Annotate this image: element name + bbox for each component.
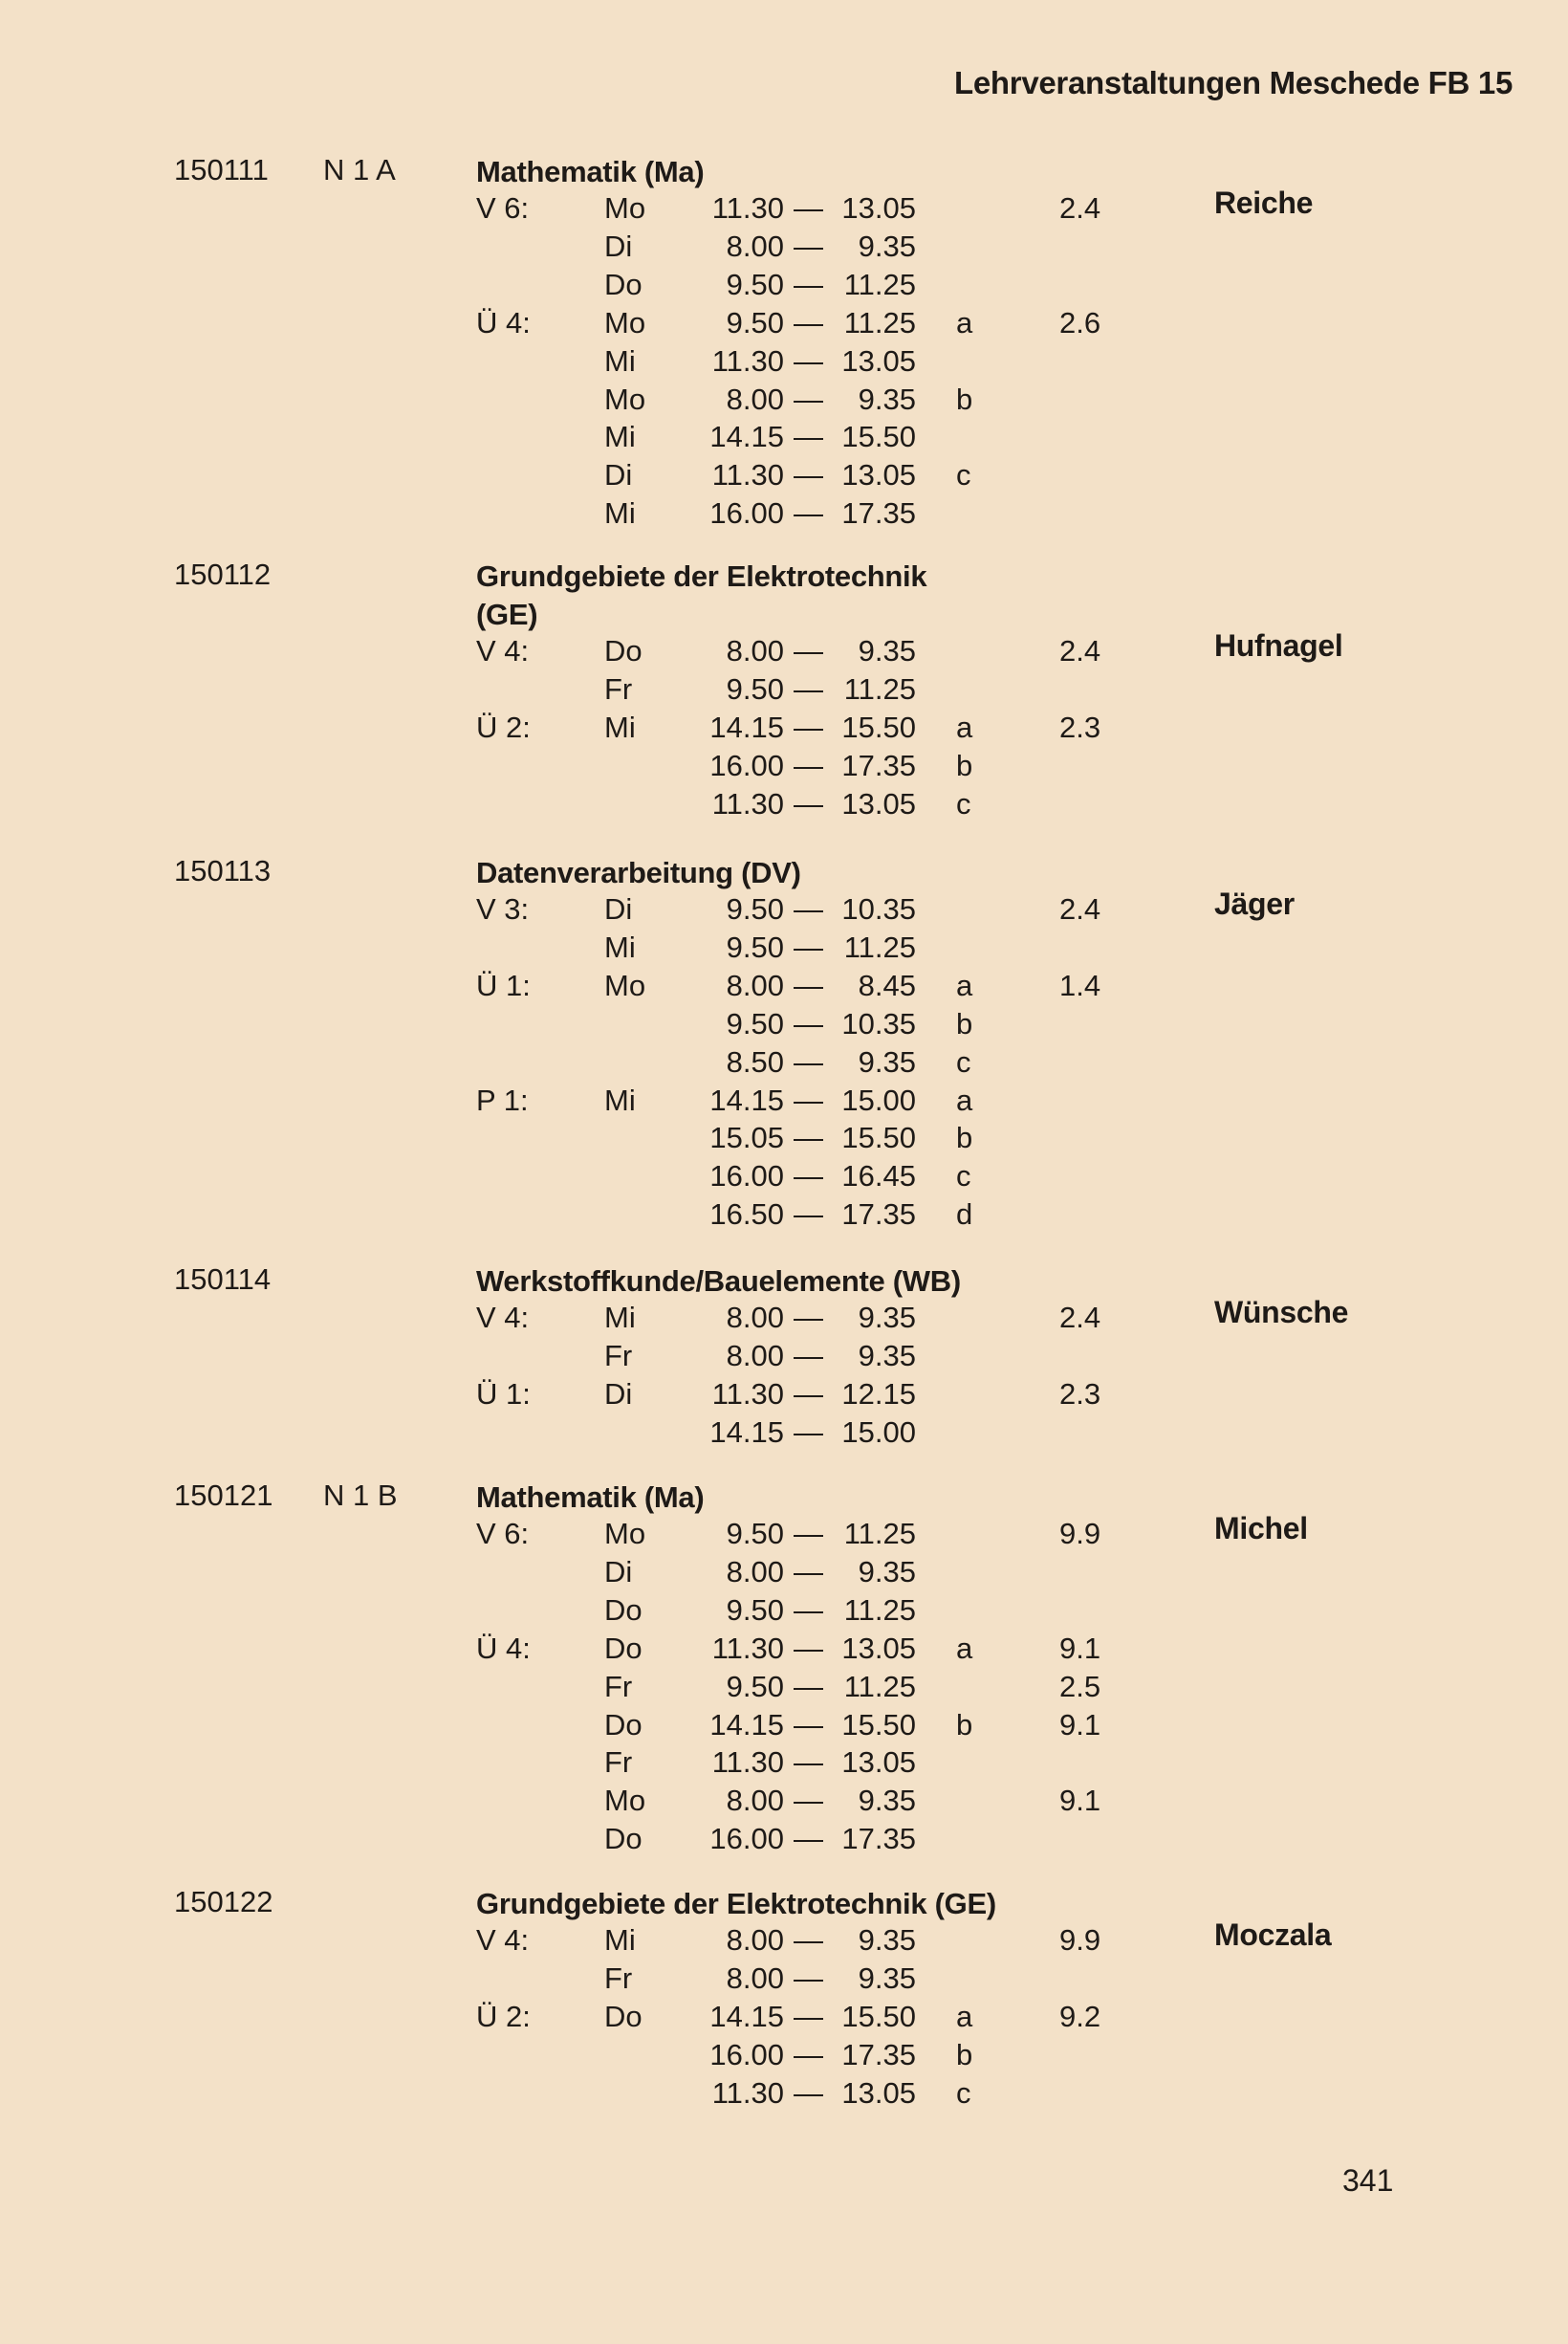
schedule-day: Do bbox=[604, 267, 642, 301]
schedule-end: 9.35 bbox=[858, 1301, 916, 1334]
course-title: Grundgebiete der Elektrotechnik (GE) bbox=[476, 559, 927, 631]
lecturer-name: Jäger bbox=[1214, 887, 1295, 921]
schedule-start: 11.30 bbox=[711, 1376, 784, 1411]
schedule-start: 8.00 bbox=[726, 229, 784, 263]
schedule-start: 16.00 bbox=[709, 748, 784, 782]
schedule-room: 2.4 bbox=[1059, 892, 1101, 926]
schedule-end: 15.50 bbox=[841, 420, 916, 454]
schedule-start: 8.00 bbox=[726, 1961, 784, 1995]
schedule-start: 14.15 bbox=[709, 1999, 784, 2033]
schedule-day: Do bbox=[604, 634, 642, 668]
schedule-start: 9.50 bbox=[726, 1592, 784, 1627]
schedule-dash: — bbox=[794, 1631, 823, 1665]
schedule-grp: b bbox=[956, 748, 973, 782]
schedule-end: 15.50 bbox=[841, 1121, 916, 1155]
schedule-end: 11.25 bbox=[843, 1517, 916, 1550]
schedule-start: 14.15 bbox=[709, 710, 784, 744]
course-title: Werkstoffkunde/Bauelemente (WB) bbox=[476, 1264, 961, 1298]
schedule-row bbox=[0, 1593, 1568, 1632]
schedule-row bbox=[0, 230, 1568, 268]
schedule-end: 12.15 bbox=[841, 1376, 916, 1411]
course-title: Grundgebiete der Elektrotechnik (GE) bbox=[476, 1887, 996, 1920]
schedule-row bbox=[0, 931, 1568, 969]
schedule-row bbox=[0, 2038, 1568, 2076]
schedule-grp: c bbox=[956, 1159, 971, 1194]
schedule-dash: — bbox=[794, 671, 823, 706]
schedule-dash: — bbox=[794, 2075, 823, 2110]
schedule-day: Do bbox=[604, 1592, 642, 1627]
schedule-start: 9.50 bbox=[726, 267, 784, 301]
schedule-start: 14.15 bbox=[709, 1414, 784, 1449]
schedule-grp: b bbox=[956, 382, 973, 416]
schedule-day: Fr bbox=[604, 1669, 633, 1703]
schedule-start: 15.05 bbox=[709, 1121, 784, 1155]
schedule-start: 11.30 bbox=[711, 1745, 784, 1780]
schedule-day: Mi bbox=[604, 930, 636, 964]
schedule-dash: — bbox=[794, 382, 823, 416]
schedule-end: 13.05 bbox=[841, 343, 916, 378]
schedule-end: 15.00 bbox=[841, 1414, 916, 1449]
schedule-day: Mi bbox=[604, 1301, 636, 1334]
schedule-row bbox=[0, 1745, 1568, 1784]
schedule-dash: — bbox=[794, 1784, 823, 1818]
schedule-dash: — bbox=[794, 1338, 823, 1372]
schedule-type: Ü 4: bbox=[476, 305, 531, 340]
schedule-row bbox=[0, 268, 1568, 306]
schedule-day: Di bbox=[604, 1554, 633, 1588]
schedule-day: Do bbox=[604, 1822, 642, 1856]
schedule-end: 9.35 bbox=[858, 1923, 916, 1957]
schedule-row bbox=[0, 306, 1568, 344]
schedule-dash: — bbox=[794, 1044, 823, 1079]
schedule-row bbox=[0, 1670, 1568, 1708]
schedule-end: 17.35 bbox=[841, 2037, 916, 2071]
schedule-start: 8.00 bbox=[726, 382, 784, 416]
schedule-row bbox=[0, 496, 1568, 535]
schedule-dash: — bbox=[794, 1301, 823, 1334]
course-title: Mathematik (Ma) bbox=[476, 155, 705, 188]
schedule-start: 9.50 bbox=[726, 305, 784, 340]
schedule-start: 9.50 bbox=[726, 1669, 784, 1703]
schedule-start: 11.30 bbox=[711, 786, 784, 821]
schedule-row bbox=[0, 1517, 1568, 1555]
schedule-end: 9.35 bbox=[858, 1338, 916, 1372]
schedule-room: 1.4 bbox=[1059, 968, 1101, 1002]
schedule-end: 11.25 bbox=[843, 671, 916, 706]
schedule-dash: — bbox=[794, 1376, 823, 1411]
course-id: 150111 bbox=[174, 153, 269, 186]
schedule-row bbox=[0, 1159, 1568, 1197]
schedule-row bbox=[0, 1632, 1568, 1670]
schedule-end: 13.05 bbox=[841, 191, 916, 225]
schedule-dash: — bbox=[794, 1999, 823, 2033]
course-title: Mathematik (Ma) bbox=[476, 1480, 705, 1514]
course-group: N 1 A bbox=[323, 153, 396, 186]
schedule-row bbox=[0, 634, 1568, 672]
schedule-type: Ü 4: bbox=[476, 1631, 531, 1665]
schedule-grp: b bbox=[956, 1707, 973, 1742]
lecturer-name: Wünsche bbox=[1214, 1295, 1349, 1329]
schedule-type: V 4: bbox=[476, 1301, 530, 1334]
schedule-day: Fr bbox=[604, 1961, 633, 1995]
schedule-room: 2.3 bbox=[1059, 710, 1101, 744]
schedule-end: 11.25 bbox=[843, 1669, 916, 1703]
schedule-end: 11.25 bbox=[843, 1592, 916, 1627]
schedule-row bbox=[0, 1415, 1568, 1454]
course-title: Datenverarbeitung (DV) bbox=[476, 856, 801, 889]
schedule-row bbox=[0, 1007, 1568, 1045]
schedule-row bbox=[0, 787, 1568, 825]
schedule-dash: — bbox=[794, 1669, 823, 1703]
schedule-day: Di bbox=[604, 892, 633, 926]
schedule-room: 9.9 bbox=[1059, 1923, 1101, 1957]
schedule-type: V 6: bbox=[476, 191, 530, 225]
schedule-dash: — bbox=[794, 786, 823, 821]
schedule-day: Mi bbox=[604, 1923, 636, 1957]
schedule-row bbox=[0, 672, 1568, 711]
course-id: 150121 bbox=[174, 1479, 273, 1512]
schedule-row bbox=[0, 1923, 1568, 1961]
schedule-row bbox=[0, 1197, 1568, 1236]
schedule-day: Mo bbox=[604, 305, 646, 340]
schedule-row bbox=[0, 749, 1568, 787]
schedule-start: 11.30 bbox=[711, 458, 784, 493]
lecturer-name: Hufnagel bbox=[1214, 628, 1343, 663]
schedule-grp: b bbox=[956, 1006, 973, 1041]
schedule-type: V 4: bbox=[476, 634, 530, 668]
schedule-end: 15.50 bbox=[841, 710, 916, 744]
schedule-end: 15.50 bbox=[841, 1999, 916, 2033]
schedule-dash: — bbox=[794, 267, 823, 301]
schedule-grp: a bbox=[956, 1631, 973, 1665]
schedule-start: 9.50 bbox=[726, 1517, 784, 1550]
schedule-dash: — bbox=[794, 1414, 823, 1449]
schedule-day: Mi bbox=[604, 710, 636, 744]
schedule-dash: — bbox=[794, 229, 823, 263]
schedule-room: 2.5 bbox=[1059, 1669, 1101, 1703]
schedule-dash: — bbox=[794, 1745, 823, 1780]
schedule-grp: c bbox=[956, 2075, 971, 2110]
schedule-row bbox=[0, 2000, 1568, 2038]
schedule-start: 16.50 bbox=[709, 1197, 784, 1232]
schedule-day: Fr bbox=[604, 1745, 633, 1780]
schedule-room: 9.1 bbox=[1059, 1784, 1101, 1818]
schedule-day: Mo bbox=[604, 1784, 646, 1818]
schedule-type: Ü 2: bbox=[476, 1999, 531, 2033]
schedule-end: 10.35 bbox=[841, 1006, 916, 1041]
schedule-dash: — bbox=[794, 1083, 823, 1117]
schedule-dash: — bbox=[794, 930, 823, 964]
schedule-row bbox=[0, 1961, 1568, 2000]
schedule-row bbox=[0, 969, 1568, 1007]
lecturer-name: Michel bbox=[1214, 1511, 1308, 1545]
schedule-day: Mo bbox=[604, 191, 646, 225]
schedule-row bbox=[0, 344, 1568, 383]
schedule-day: Do bbox=[604, 1999, 642, 2033]
schedule-dash: — bbox=[794, 305, 823, 340]
schedule-dash: — bbox=[794, 1923, 823, 1957]
schedule-end: 9.35 bbox=[858, 1554, 916, 1588]
schedule-room: 2.4 bbox=[1059, 191, 1101, 225]
schedule-grp: a bbox=[956, 968, 973, 1002]
schedule-start: 8.00 bbox=[726, 1784, 784, 1818]
schedule-day: Mo bbox=[604, 382, 646, 416]
schedule-dash: — bbox=[794, 1592, 823, 1627]
course-id: 150112 bbox=[174, 558, 272, 591]
page-number: 341 bbox=[1342, 2163, 1394, 2198]
lecturer-name: Reiche bbox=[1214, 186, 1314, 220]
schedule-start: 14.15 bbox=[709, 1083, 784, 1117]
schedule-start: 8.00 bbox=[726, 1923, 784, 1957]
schedule-row bbox=[0, 2076, 1568, 2114]
schedule-row bbox=[0, 420, 1568, 458]
schedule-room: 9.1 bbox=[1059, 1707, 1101, 1742]
schedule-row bbox=[0, 1084, 1568, 1122]
schedule-day: Mo bbox=[604, 1517, 646, 1550]
schedule-dash: — bbox=[794, 2037, 823, 2071]
schedule-start: 9.50 bbox=[726, 892, 784, 926]
schedule-end: 17.35 bbox=[841, 1822, 916, 1856]
schedule-row bbox=[0, 1121, 1568, 1159]
schedule-start: 16.00 bbox=[709, 496, 784, 531]
schedule-end: 17.35 bbox=[841, 496, 916, 531]
schedule-start: 16.00 bbox=[709, 2037, 784, 2071]
page-header: Lehrveranstaltungen Meschede FB 15 bbox=[954, 65, 1513, 100]
schedule-grp: c bbox=[956, 458, 971, 493]
schedule-day: Mo bbox=[604, 968, 646, 1002]
schedule-day: Fr bbox=[604, 1338, 633, 1372]
schedule-room: 2.4 bbox=[1059, 1301, 1101, 1334]
schedule-type: Ü 1: bbox=[476, 1376, 531, 1411]
schedule-dash: — bbox=[794, 634, 823, 668]
schedule-dash: — bbox=[794, 1961, 823, 1995]
schedule-end: 13.05 bbox=[841, 786, 916, 821]
schedule-row bbox=[0, 458, 1568, 496]
schedule-room: 2.4 bbox=[1059, 634, 1101, 668]
course-id: 150114 bbox=[174, 1262, 272, 1296]
schedule-start: 9.50 bbox=[726, 930, 784, 964]
schedule-day: Do bbox=[604, 1707, 642, 1742]
schedule-dash: — bbox=[794, 191, 823, 225]
schedule-end: 13.05 bbox=[841, 458, 916, 493]
schedule-dash: — bbox=[794, 892, 823, 926]
schedule-end: 11.25 bbox=[843, 930, 916, 964]
schedule-end: 11.25 bbox=[843, 267, 916, 301]
schedule-end: 13.05 bbox=[841, 1745, 916, 1780]
schedule-grp: a bbox=[956, 1083, 973, 1117]
schedule-type: Ü 2: bbox=[476, 710, 531, 744]
schedule-type: V 3: bbox=[476, 892, 530, 926]
schedule-end: 11.25 bbox=[843, 305, 916, 340]
schedule-grp: a bbox=[956, 1999, 973, 2033]
schedule-day: Di bbox=[604, 1376, 633, 1411]
schedule-start: 8.50 bbox=[726, 1044, 784, 1079]
schedule-grp: b bbox=[956, 2037, 973, 2071]
schedule-start: 16.00 bbox=[709, 1822, 784, 1856]
schedule-start: 11.30 bbox=[711, 1631, 784, 1665]
schedule-start: 11.30 bbox=[711, 191, 784, 225]
schedule-grp: c bbox=[956, 1044, 971, 1079]
schedule-start: 14.15 bbox=[709, 1707, 784, 1742]
schedule-row bbox=[0, 383, 1568, 421]
schedule-end: 13.05 bbox=[841, 1631, 916, 1665]
schedule-dash: — bbox=[794, 1159, 823, 1194]
schedule-end: 9.35 bbox=[858, 634, 916, 668]
schedule-row bbox=[0, 711, 1568, 749]
schedule-row bbox=[0, 1045, 1568, 1084]
schedule-start: 8.00 bbox=[726, 968, 784, 1002]
schedule-dash: — bbox=[794, 458, 823, 493]
course-id: 150113 bbox=[174, 854, 272, 887]
schedule-dash: — bbox=[794, 1822, 823, 1856]
schedule-row bbox=[0, 1784, 1568, 1822]
schedule-type: Ü 1: bbox=[476, 968, 531, 1002]
schedule-dash: — bbox=[794, 1554, 823, 1588]
schedule-day: Di bbox=[604, 458, 633, 493]
schedule-day: Do bbox=[604, 1631, 642, 1665]
schedule-dash: — bbox=[794, 496, 823, 531]
schedule-end: 9.35 bbox=[858, 382, 916, 416]
schedule-row bbox=[0, 1377, 1568, 1415]
schedule-end: 9.35 bbox=[858, 1961, 916, 1995]
schedule-grp: a bbox=[956, 305, 973, 340]
schedule-type: V 6: bbox=[476, 1517, 530, 1550]
schedule-start: 14.15 bbox=[709, 420, 784, 454]
course-id: 150122 bbox=[174, 1885, 273, 1918]
schedule-room: 2.6 bbox=[1059, 305, 1101, 340]
schedule-end: 15.50 bbox=[841, 1707, 916, 1742]
schedule-day: Mi bbox=[604, 496, 636, 531]
schedule-dash: — bbox=[794, 420, 823, 454]
schedule-start: 8.00 bbox=[726, 1301, 784, 1334]
schedule-grp: a bbox=[956, 710, 973, 744]
schedule-row bbox=[0, 892, 1568, 931]
schedule-end: 17.35 bbox=[841, 748, 916, 782]
schedule-row bbox=[0, 1301, 1568, 1339]
schedule-end: 9.35 bbox=[858, 1044, 916, 1079]
schedule-type: P 1: bbox=[476, 1083, 529, 1117]
schedule-grp: b bbox=[956, 1121, 973, 1155]
schedule-room: 9.9 bbox=[1059, 1517, 1101, 1550]
schedule-start: 9.50 bbox=[726, 1006, 784, 1041]
schedule-type: V 4: bbox=[476, 1923, 530, 1957]
schedule-dash: — bbox=[794, 343, 823, 378]
schedule-end: 8.45 bbox=[858, 968, 916, 1002]
schedule-room: 9.1 bbox=[1059, 1631, 1101, 1665]
schedule-row bbox=[0, 1822, 1568, 1860]
schedule-dash: — bbox=[794, 1197, 823, 1232]
schedule-dash: — bbox=[794, 968, 823, 1002]
schedule-start: 11.30 bbox=[711, 2075, 784, 2110]
schedule-grp: c bbox=[956, 786, 971, 821]
schedule-day: Mi bbox=[604, 1083, 636, 1117]
schedule-row bbox=[0, 191, 1568, 230]
schedule-row bbox=[0, 1708, 1568, 1746]
schedule-end: 9.35 bbox=[858, 1784, 916, 1818]
schedule-dash: — bbox=[794, 748, 823, 782]
schedule-start: 8.00 bbox=[726, 634, 784, 668]
schedule-dash: — bbox=[794, 710, 823, 744]
schedule-day: Mi bbox=[604, 420, 636, 454]
schedule-end: 17.35 bbox=[841, 1197, 916, 1232]
schedule-start: 16.00 bbox=[709, 1159, 784, 1194]
schedule-room: 2.3 bbox=[1059, 1376, 1101, 1411]
schedule-room: 9.2 bbox=[1059, 1999, 1101, 2033]
schedule-end: 9.35 bbox=[858, 229, 916, 263]
schedule-end: 16.45 bbox=[841, 1159, 916, 1194]
schedule-end: 15.00 bbox=[841, 1083, 916, 1117]
schedule-start: 9.50 bbox=[726, 671, 784, 706]
schedule-dash: — bbox=[794, 1517, 823, 1550]
schedule-row bbox=[0, 1339, 1568, 1377]
schedule-row bbox=[0, 1555, 1568, 1593]
lecturer-name: Moczala bbox=[1214, 1917, 1332, 1952]
schedule-grp: d bbox=[956, 1197, 973, 1232]
schedule-day: Mi bbox=[604, 343, 636, 378]
schedule-end: 13.05 bbox=[841, 2075, 916, 2110]
schedule-day: Di bbox=[604, 229, 633, 263]
schedule-day: Fr bbox=[604, 671, 633, 706]
schedule-start: 8.00 bbox=[726, 1554, 784, 1588]
schedule-dash: — bbox=[794, 1707, 823, 1742]
schedule-dash: — bbox=[794, 1006, 823, 1041]
schedule-start: 8.00 bbox=[726, 1338, 784, 1372]
course-group: N 1 B bbox=[323, 1479, 398, 1512]
schedule-start: 11.30 bbox=[711, 343, 784, 378]
schedule-end: 10.35 bbox=[841, 892, 916, 926]
schedule-dash: — bbox=[794, 1121, 823, 1155]
